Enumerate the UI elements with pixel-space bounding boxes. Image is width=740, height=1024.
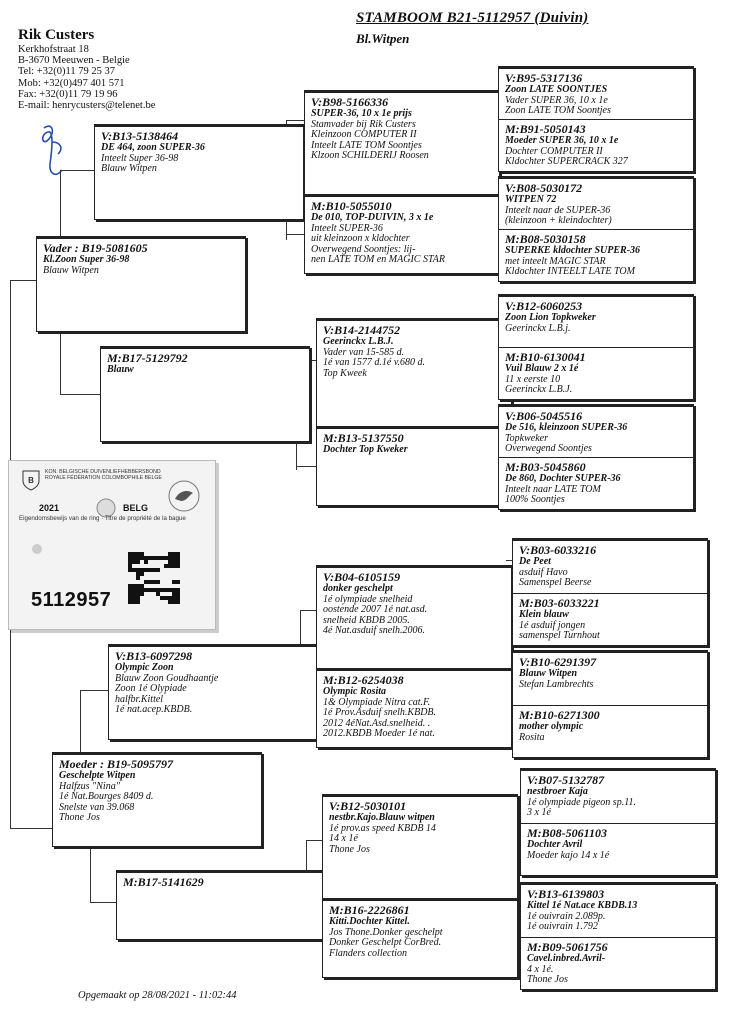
bird-detail-line: Zoon 1é Olypiade [115, 683, 187, 695]
bird-ring-id: M:B10-6271300 [519, 708, 600, 722]
pedigree-box-gen4-14 [520, 824, 716, 876]
bird-detail-line: Klzoon SCHILDERIJ Roosen [311, 150, 429, 162]
bird-detail-line: Stamvader bij Rik Custers [311, 118, 416, 130]
qr-code-icon [127, 551, 181, 605]
bird-detail-line: (kleinzoon + kleindochter) [505, 215, 612, 227]
pedigree-box-dd [116, 870, 326, 940]
federation-name-fr: ROYALE FÉDÉRATION COLOMBOPHILE BELGE [45, 475, 162, 481]
pedigree-box-ssd [304, 194, 500, 274]
bird-ring-id: V:B08-5030172 [505, 181, 583, 195]
bird-detail-line: Thone Jos [59, 812, 100, 824]
bird-detail-line: Kldochter INTEELT LATE TOM [505, 266, 635, 278]
connector-line [90, 847, 91, 902]
bird-ring-id: V:B13-6097298 [115, 649, 193, 663]
bird-detail-line: De 010, TOP-DUIVIN, 3 x 1e [311, 212, 434, 223]
bird-detail-line: 1é asduif jongen [519, 619, 586, 631]
bird-detail-line: Inteelt LATE TOM Soontjes [311, 139, 422, 151]
bird-detail-line: Geerinckx L.B.j. [505, 322, 571, 334]
pedigree-box-gen4-15 [520, 882, 716, 938]
bird-detail-line: SUPERKE kldochter SUPER-36 [505, 245, 641, 256]
bird-detail-line: asduif Havo [519, 566, 568, 578]
bird-ring-id: V:B03-6033216 [519, 543, 597, 557]
pedigree-box-gen4-16 [520, 938, 716, 990]
pedigree-box-gen4-13 [520, 768, 716, 824]
pedigree-box-ddd [322, 898, 518, 978]
bird-detail-line: 4 x 1é. [527, 963, 554, 975]
bird-detail-line: Geerinckx L.B.J. [323, 336, 394, 347]
pedigree-box-gen4-2 [498, 120, 694, 172]
bird-detail-line: Kitti.Dochter Kittel. [329, 916, 410, 927]
owner-info [18, 26, 155, 111]
pedigree-box-gen4-7 [498, 404, 694, 458]
owner-address: Kerkhofstraat 18 [18, 44, 89, 55]
bird-detail-line: Dochter Avril [527, 839, 583, 850]
bird-detail-line: snelheid KBDB 2005. [323, 614, 410, 626]
connector-line [60, 332, 61, 394]
bird-detail-line: Blauw [107, 364, 134, 375]
bird-ring-id: Vader : B19-5081605 [43, 241, 148, 255]
bird-ring-id: V:B98-5166336 [311, 95, 389, 109]
bird-detail-line: Blauw Witpen [43, 264, 99, 276]
pedigree-box-gen4-5 [498, 294, 694, 348]
owner-email: E-mail: henrycusters@telenet.be [18, 100, 156, 112]
bird-ring-id: Moeder : B19-5095797 [59, 757, 173, 771]
bird-detail-line: 1é olympiade pigeon sp.11. [527, 796, 636, 808]
bird-detail-line: donker geschelpt [323, 583, 393, 594]
ring-country: BELG [123, 503, 149, 513]
bird-ring-id: M:B10-5055010 [311, 199, 392, 213]
bird-detail-line: Jos Thone.Donker geschelpt [329, 926, 443, 938]
pedigree-box-sdd [316, 426, 512, 506]
pedigree-box-gen4-9 [512, 538, 708, 594]
pedigree-box-gen4-4 [498, 230, 694, 282]
bird-detail-line: 11 x eerste 10 [505, 373, 561, 385]
bird-ring-id: V:B12-5030101 [329, 799, 407, 813]
bird-detail-line: 1é van 1577 d.1é v.680 d. [323, 357, 426, 369]
pedigree-box-gen4-10 [512, 594, 708, 646]
bird-detail-line: nestbroer Kaja [527, 786, 588, 797]
pedigree-box-sss [304, 90, 500, 200]
bird-ring-id: M:B12-6254038 [323, 673, 404, 687]
pedigree-box-ss [94, 124, 304, 220]
bird-detail-line: Inteelt naar de SUPER-36 [505, 204, 611, 216]
pedigree-subtitle: Bl.Witpen [356, 31, 410, 46]
federation-name [45, 469, 162, 481]
pedigree-box-sire [36, 236, 246, 332]
bird-detail-line: Donker Geschelpt CorBred. [329, 937, 442, 949]
bird-detail-line: Kldochter SUPERCRACK 327 [505, 156, 628, 168]
bird-detail-line: 1é Nat.Bourges 8409 d. [59, 791, 154, 803]
connector-line [80, 690, 81, 752]
bird-ring-id: M:B03-6033221 [519, 596, 600, 610]
bird-detail-line: Kittel 1é Nat.ace KBDB.13 [527, 900, 638, 911]
pedigree-box-gen4-1 [498, 66, 694, 120]
bird-detail-line: Vuil Blauw 2 x 1é [505, 363, 579, 374]
bird-ring-id: M:B17-5129792 [107, 351, 188, 365]
bird-detail-line: 1é Prov.Asduif snelh.KBDB. [323, 707, 437, 719]
bird-detail-line: Thone Jos [329, 843, 370, 855]
bird-detail-line: De Peet [519, 556, 551, 567]
pedigree-box-gen4-8 [498, 458, 694, 510]
bird-detail-line: mother olympic [519, 721, 584, 732]
ring-number: 5112957 [31, 589, 112, 611]
pedigree-box-gen4-6 [498, 348, 694, 400]
bird-detail-line: Cavel.inbred.Avril- [527, 953, 606, 964]
bird-detail-line: Zoon Lion Topkweker [505, 312, 596, 323]
bird-detail-line: Overwegend Soontjes: lij- [311, 243, 416, 255]
bird-ring-id: M:B09-5061756 [527, 940, 608, 954]
bird-detail-line: Samenspel Beerse [519, 577, 592, 589]
bird-detail-line: Blauw Witpen [519, 668, 578, 679]
bird-ring-id: M:B13-5137550 [323, 431, 404, 445]
bird-detail-line: 100% Soontjes [505, 494, 565, 506]
bird-ring-id: V:B13-6139803 [527, 887, 605, 901]
connector-line [306, 840, 322, 841]
pedigree-box-ds [108, 644, 318, 740]
bird-detail-line: Flanders collection [329, 947, 408, 959]
bird-detail-line: Dochter COMPUTER II [505, 145, 603, 157]
bird-detail-line: De 860, Dochter SUPER-36 [505, 473, 621, 484]
bird-ring-id: V:B13-5138464 [101, 129, 179, 143]
owner-name: Rik Custers [18, 27, 95, 43]
connector-line [90, 902, 116, 903]
connector-line [300, 610, 316, 611]
pedigree-box-sds [316, 318, 512, 428]
bird-detail-line: Olympic Rosita [323, 686, 387, 697]
signature-mark [34, 120, 74, 192]
pedigree-box-dds [322, 794, 518, 904]
bird-ring-id: V:B06-5045516 [505, 409, 583, 423]
bird-detail-line: 1é ouivrain 2.089p. [527, 910, 606, 922]
bird-detail-line: Kleinzoon COMPUTER II [311, 129, 417, 141]
bird-ring-id: M:B08-5061103 [527, 826, 608, 840]
bird-detail-line: Snelste van 39.068 [59, 801, 135, 813]
federation-crest-icon [21, 469, 41, 491]
bird-detail-line: Moeder SUPER 36, 10 x 1e [505, 135, 619, 146]
ownership-text: Eigendomsbewijs van de ring · Titre de propriété de la bague [19, 515, 186, 522]
bird-detail-line: SUPER-36, 10 x 1e prijs [311, 108, 412, 119]
bird-detail-line: 3 x 1é [527, 807, 551, 819]
svg-text:B: B [28, 476, 34, 485]
bird-detail-line: Topkweker [505, 432, 548, 444]
bird-ring-id: V:B12-6060253 [505, 299, 583, 313]
connector-line [80, 690, 108, 691]
federation-name-nl: KON. BELGISCHE DUIVENLIEFHEBBERSBOND [45, 469, 161, 475]
bird-detail-line: De 516, kleinzoon SUPER-36 [505, 422, 628, 433]
owner-tel: Tel: +32(0)11 79 25 37 [18, 66, 115, 78]
bird-detail-line: Overwegend Soontjes [505, 443, 592, 455]
bird-detail-line: Inteelt naar LATE TOM [505, 483, 601, 495]
bird-detail-line: DE 464, zoon SUPER-36 [101, 142, 205, 153]
bird-detail-line: Vader van 15-585 d. [323, 346, 405, 358]
bird-detail-line: Blauw Witpen [101, 163, 157, 175]
bird-detail-line: Olympic Zoon [115, 662, 174, 673]
bird-detail-line: 1é olympiade snelheid [323, 593, 413, 605]
bird-detail-line: Zoon LATE TOM Soontjes [505, 105, 611, 117]
bird-ring-id: V:B95-5317136 [505, 71, 583, 85]
pedigree-box-dss [316, 565, 512, 675]
bird-detail-line: samenspel Turnhout [519, 630, 600, 642]
hologram-dot-icon [31, 543, 43, 555]
bird-detail-line: Moeder kajo 14 x 1é [527, 849, 610, 861]
pedigree-header [356, 10, 589, 47]
connector-line [10, 280, 36, 281]
bird-ring-id: M:B91-5050143 [505, 122, 586, 136]
bird-detail-line: Halfzus "Nina" [59, 780, 120, 792]
bird-detail-line: 14 x 1é [329, 833, 358, 845]
bird-detail-line: halfbr.Kittel [115, 693, 164, 705]
bird-detail-line: Dochter Top Kweker [323, 444, 408, 455]
owner-city: B-3670 Meeuwen - Belgie [18, 55, 130, 67]
bird-detail-line: uit kleinzoon x kldochter [311, 233, 410, 245]
pedigree-box-gen4-3 [498, 176, 694, 230]
ring-year: 2021 [39, 503, 60, 513]
bird-detail-line: Blauw Zoon Goudhaantje [115, 672, 219, 684]
bird-detail-line: WITPEN 72 [505, 194, 557, 205]
bird-ring-id: V:B14-2144752 [323, 323, 401, 337]
bird-detail-line: Thone Jos [527, 974, 568, 986]
connector-line [286, 234, 304, 235]
bird-detail-line: 2012.KBDB Moeder 1é nat. [323, 728, 435, 740]
bird-ring-id: V:B07-5132787 [527, 773, 605, 787]
pedigree-title: STAMBOOM B21-5112957 (Duivin) [356, 10, 589, 26]
bird-detail-line: met inteelt MAGIC STAR [505, 255, 606, 267]
connector-line [286, 120, 304, 121]
pedigree-box-dam [52, 752, 262, 847]
bird-ring-id: V:B10-6291397 [519, 655, 597, 669]
bird-detail-line: Inteelt Super 36-98 [101, 152, 179, 164]
bird-detail-line: nen LATE TOM en MAGIC STAR [311, 254, 445, 266]
bird-detail-line: 1é nat.acep.KBDB. [115, 704, 193, 716]
connector-line [296, 466, 316, 467]
bird-detail-line: Rosita [519, 731, 545, 743]
bird-detail-line: Zoon LATE SOONTJES [505, 84, 608, 95]
bird-ring-id: M:B17-5141629 [123, 875, 204, 889]
bird-ring-id: M:B16-2226861 [329, 903, 410, 917]
bird-detail-line: Stefan Lambrechts [519, 678, 594, 690]
owner-fax: Fax: +32(0)11 79 19 96 [18, 88, 118, 100]
bird-ring-id: M:B08-5030158 [505, 232, 586, 246]
connector-line [10, 828, 52, 829]
bird-detail-line: 4é Nat.asduif snelh.2006. [323, 625, 425, 637]
owner-mob: Mob: +32(0)497 401 571 [18, 77, 125, 89]
bird-detail-line: Geerinckx L.B.J. [505, 384, 573, 396]
connector-line [60, 170, 61, 236]
bird-detail-line: nestbr.Kajo.Blauw witpen [329, 812, 435, 823]
bird-detail-line: 1é ouivrain 1.792 [527, 921, 598, 933]
bird-detail-line: 1& Olympiade Nitra cat.F. [323, 696, 431, 708]
bird-detail-line: oostende 2007 1é nat.asd. [323, 604, 428, 616]
bird-detail-line: Geschelpte Witpen [59, 770, 136, 781]
bird-detail-line: Kl.Zoon Super 36-98 [43, 254, 130, 265]
bird-detail-line: 2012 4éNat.Asd.snelheid. . [323, 717, 431, 729]
pedigree-box-sd [100, 346, 310, 442]
bird-ring-id: V:B04-6105159 [323, 570, 401, 584]
bird-detail-line: Klein blauw [519, 609, 569, 620]
bird-detail-line: Top Kweek [323, 367, 367, 379]
bird-detail-line: Inteelt SUPER-36 [311, 222, 383, 234]
pedigree-box-gen4-11 [512, 650, 708, 706]
pedigree-box-gen4-12 [512, 706, 708, 758]
bird-ring-id: M:B03-5045860 [505, 460, 586, 474]
connector-line [60, 170, 94, 171]
bird-ring-id: M:B10-6130041 [505, 350, 586, 364]
ring-certificate [8, 460, 216, 630]
generated-timestamp: Opgemaakt op 28/08/2021 - 11:02:44 [78, 990, 237, 1001]
bird-detail-line: 1é prov.as speed KBDB 14 [329, 822, 436, 834]
bird-detail-line: Vader SUPER 36, 10 x 1e [505, 94, 608, 106]
connector-line [60, 394, 100, 395]
pedigree-box-dsd [316, 668, 512, 748]
pigeon-emblem-icon [167, 479, 201, 513]
